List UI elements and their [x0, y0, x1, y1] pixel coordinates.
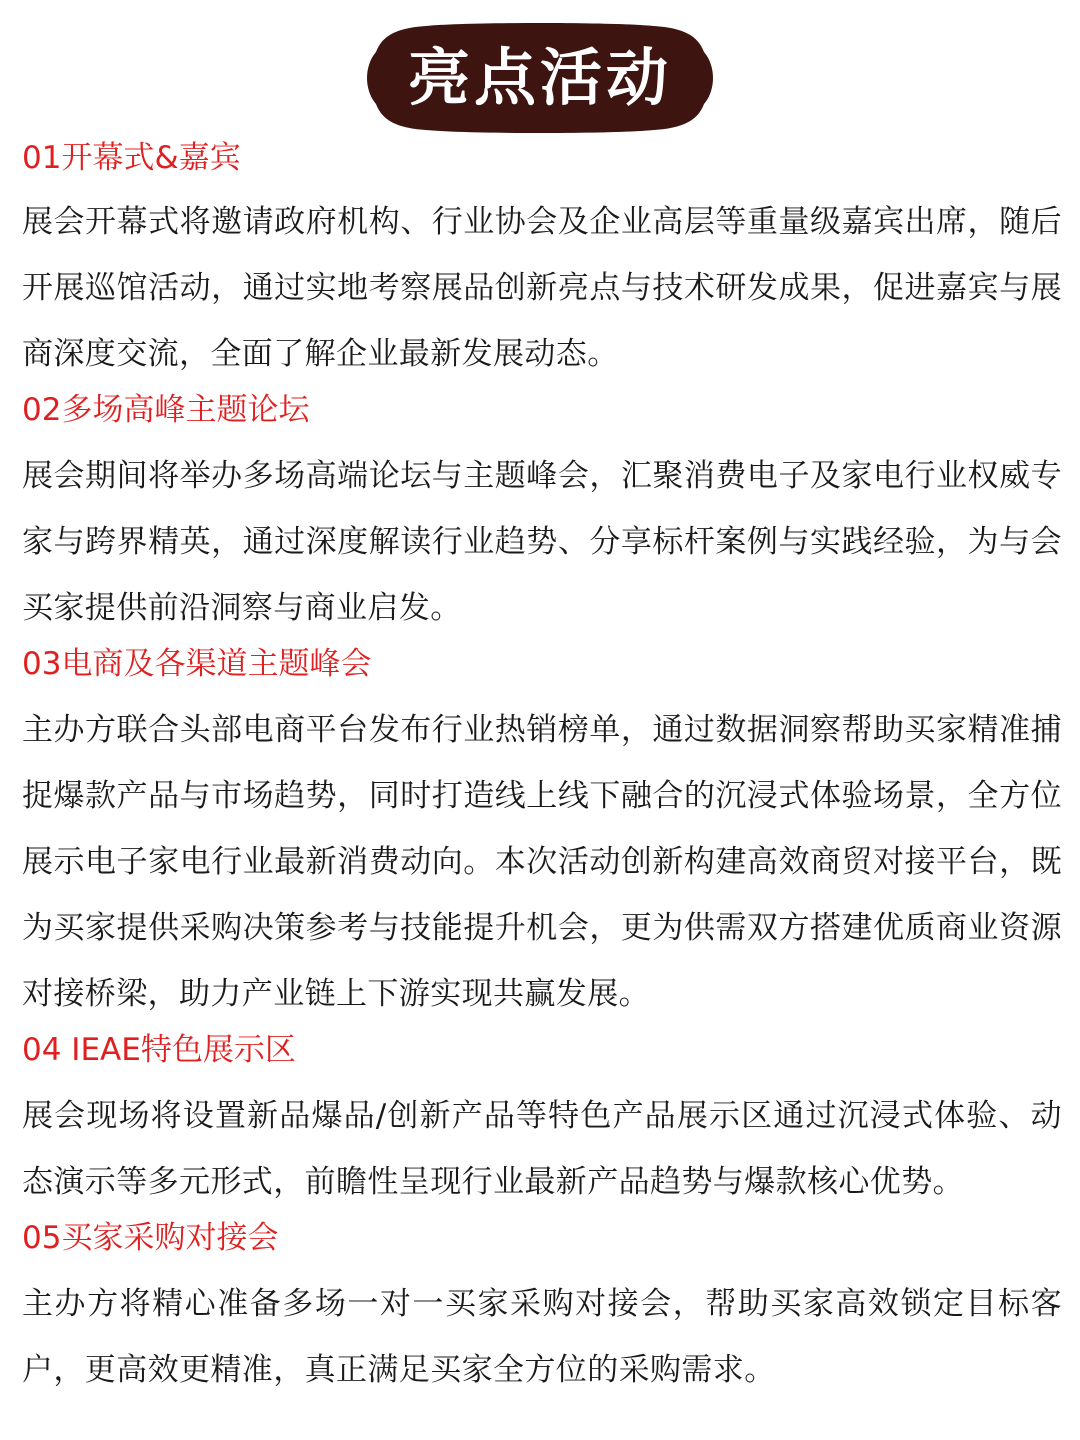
section-summit-forums: [22, 389, 1062, 641]
section-buyer-matchmaking: [22, 1217, 1062, 1403]
section-body: 主办方将精心准备多场一对一买家采购对接会，帮助买家高效锁定目标客户，更高效更精准，真正满足买家全方位的采购需求。: [22, 1286, 1062, 1388]
section-body: 展会现场将设置新品爆品/创新产品等特色产品展示区通过沉浸式体验、动态演示等多元形式，前瞻性呈现行业最新产品趋势与爆款核心优势。: [22, 1098, 1062, 1200]
section-heading: 02多场高峰主题论坛: [22, 392, 310, 428]
section-heading: 04 IEAE特色展示区: [22, 1032, 296, 1068]
section-body: 展会开幕式将邀请政府机构、行业协会及企业高层等重量级嘉宾出席，随后开展巡馆活动，通过实地考察展品创新亮点与技术研发成果，促进嘉宾与展商深度交流，全面了解企业最新发展动态。: [22, 204, 1062, 372]
section-ecommerce-summit: [22, 643, 1062, 1027]
activity-list: [22, 137, 1062, 1405]
section-heading: 05买家采购对接会: [22, 1220, 279, 1256]
section-heading: 01开幕式&嘉宾: [22, 140, 241, 176]
section-feature-zone: [22, 1029, 1062, 1215]
section-opening-ceremony: [22, 137, 1062, 387]
page-title: 亮点活动: [407, 41, 672, 114]
title-badge: [366, 22, 714, 134]
section-heading: 03电商及各渠道主题峰会: [22, 646, 372, 682]
section-body: 主办方联合头部电商平台发布行业热销榜单，通过数据洞察帮助买家精准捕捉爆款产品与市场趋势，同时打造线上线下融合的沉浸式体验场景，全方位展示电子家电行业最新消费动向。本次活动创新构建高效商贸对接平台，既为买家提供采购决策参考与技能提升机会，更为供需双方搭建优质商业资源对接桥梁，助力产业链上下游实现共赢发展。: [22, 712, 1062, 1012]
section-body: 展会期间将举办多场高端论坛与主题峰会，汇聚消费电子及家电行业权威专家与跨界精英，通过深度解读行业趋势、分享标杆案例与实践经验，为与会买家提供前沿洞察与商业启发。: [22, 458, 1062, 626]
